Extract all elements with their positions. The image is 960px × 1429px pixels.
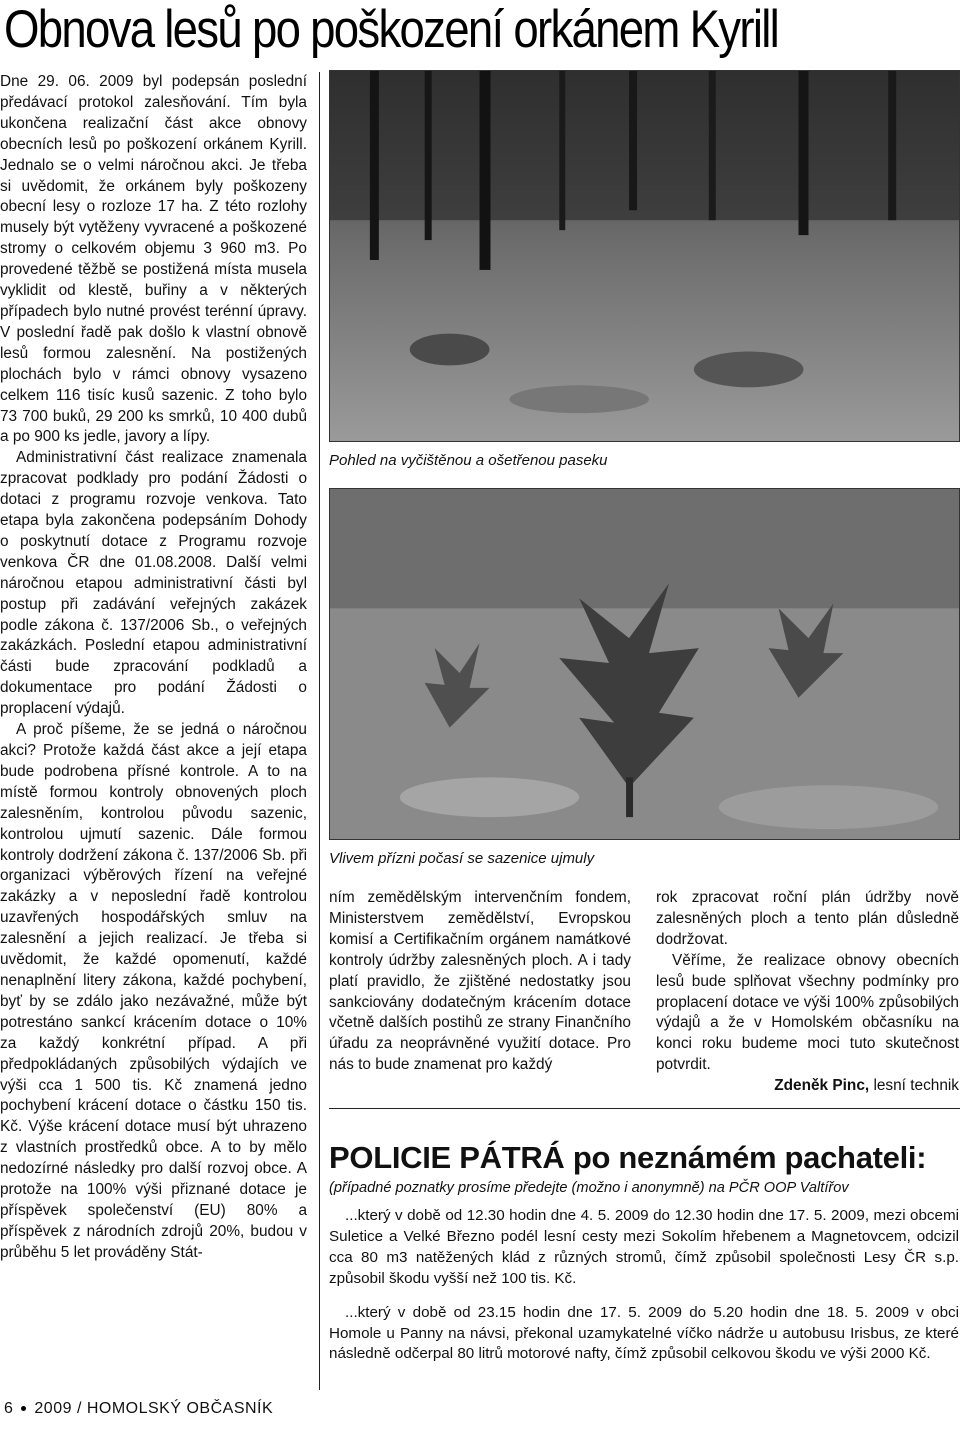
police-section-title: POLICIE PÁTRÁ po neznámém pachateli: [329, 1140, 927, 1175]
photo-caption-2: Vlivem přízni počasí se sazenice ujmuly [329, 850, 595, 867]
author-role: lesní technik [869, 1077, 959, 1095]
publication-name: 2009 / HOMOLSKÝ OBČASNÍK [34, 1400, 274, 1417]
article-middle-column [329, 888, 631, 1076]
police-section-body [329, 1206, 959, 1378]
article-right-column [656, 888, 959, 1097]
police-report-2: ...který v době od 23.15 hodin dne 17. 5. 2009 do 5.20 hodin dne 18. 5. 2009 v obci Homole u Panny na návsi, překonal uzamykatelné víčko nádrže u autobusu Irisbus, ze které následně odčerpal 80 litrů motorové nafty, čímž způsobil celkovou škodu ve výši 2000 Kč. [329, 1303, 959, 1363]
column-divider [319, 72, 320, 1390]
forest-clearing-photo [329, 70, 960, 442]
author-signature [656, 1076, 959, 1097]
article-paragraph-final: rok zpracovat roční plán údržby nově zalesněných ploch a tento plán důsledně dodržovat. [656, 889, 959, 948]
photo-caption-1: Pohled na vyčištěnou a ošetřenou paseku [329, 452, 608, 469]
police-section-subtitle: (případné poznatky prosíme předejte (možno i anonymně) na PČR OOP Valtířov [329, 1180, 849, 1196]
article-left-column [0, 72, 307, 1392]
page-number: 6 [4, 1400, 14, 1417]
article-paragraph-2: Administrativní část realizace znamenala zpracovat podklady pro podání Žádosti o dotaci z programu rozvoje venkova. Tato etapa byla zakončena podepsáním Dohody o poskytnutí dotace z Programu rozvoje venkova ČR dne 01.08.2008. Další velmi náročnou etapou administrativní části byl postup při zadávání veřejných zakázek podle zákona č. 137/2006 Sb., o veřejných zakázkách. Poslední etapou administrativní části bude zpracování podkladů a dokumentace pro podání Žádosti o proplacení výdajů. [0, 449, 307, 718]
article-paragraph-1: Dne 29. 06. 2009 byl podepsán poslední předávací protokol zalesňování. Tím byla ukončena realizační část akce obnovy obecních lesů po poškození orkánem Kyrill. Jednalo se o velmi náročnou akci. Je třeba si uvědomit, že orkánem byly poškozeny obecní lesy o rozloze 17 ha. Z této rozlohy musely být vytěženy vyvracené a poškozené stromy o celkovém objemu 3 960 m3. Po provedené těžbě se postižená místa musela vyklidit od klestě, buřiny a v některých případech bylo nutné provést terénní úpravy. V poslední řadě pak došlo k vlastní obnově lesů formou zalesnění. Na postižených plochách bylo v rámci obnovy vysazeno celkem 116 tisíc kusů sazenic. Z toho bylo 73 700 buků, 29 200 ks smrků, 10 400 dubů a po 900 ks jedle, javory a lípy. [0, 73, 307, 446]
author-name: Zdeněk Pinc, [774, 1077, 870, 1095]
bullet-icon [21, 1406, 26, 1411]
seedling-photo-icon [330, 489, 959, 839]
page-headline: Obnova lesů po poškození orkánem Kyrill [4, 0, 779, 59]
forest-clearing-photo-icon [330, 71, 959, 441]
article-paragraph-continued: ním zemědělským intervenčním fondem, Ministerstvem zemědělství, Evropskou komisí a Certifikačním orgánem namátkové kontroly údržby zalesněných ploch. A i tady platí pravidlo, že zjištěné nedostatky jsou sankciovány dodatečným krácením dotace včetně dalších postihů ze strany Finančního úřadu za neoprávněné využití dotace. Pro nás to bude znamenat pro každý [329, 889, 631, 1074]
seedling-photo [329, 488, 960, 840]
section-divider [329, 1108, 960, 1109]
article-paragraph-3: A proč píšeme, že se jedná o náročnou akci? Protože každá část akce a její etapa bude podrobena přísné kontrole. A to na místě formou kontroly obnovených ploch zalesněním, kontrolou původu sazenic, kontrolou ujmutí sazenic. Dále formou kontroly dodržení zákona č. 137/2006 Sb. při organizaci výběrových řízení na veřejné zakázky a v neposlední řadě kontrolou uzavřených hospodářských smluv na zalesnění a jejich realizací. Je třeba si uvědomit, že každé opomenutí, každé nenaplnění litery zákona, každé pochybení, byť by se zdálo jako nezávažné, může být potrestáno sankcí krácením dotace o 10% za každý konkrétní případ. A při předpokládaných způsobilých výdajích ve výši cca 1 500 tis. Kč znamená jedno pochybení krácení dotace o částku 150 tis. Kč. Výše krácení dotace musí být uhrazeno z vlastních prostředků obce. A to by mělo nedozírné následky pro další rozvoj obce. A protože na 100% výši přiznané dotace je příspěvek společenství (EU) 80% a příspěvek z národních zdrojů 20%, budou v průběhu 5 let prováděny Stát- [0, 721, 307, 1261]
police-report-1: ...který v době od 12.30 hodin dne 4. 5. 2009 do 12.30 hodin dne 17. 5. 2009, mezi obcemi Suletice a Velké Březno podél lesní cesty mezi Sokolím hřebenem a Magnetovcem, odcizil cca 80 m3 natěžených klád z různých stromů, čímž způsobil společnosti Lesy ČR s.p. způsobil škodu vyšší než 100 tis. Kč. [329, 1207, 959, 1287]
article-paragraph-closing: Věříme, že realizace obnovy obecních lesů bude splňovat všechny podmínky pro proplacení dotace ve výši 100% způsobilých výdajů a že v Homolském občasníku na konci roku budeme moci tuto skutečnost potvrdit. [656, 951, 959, 1074]
page-footer [4, 1400, 273, 1418]
